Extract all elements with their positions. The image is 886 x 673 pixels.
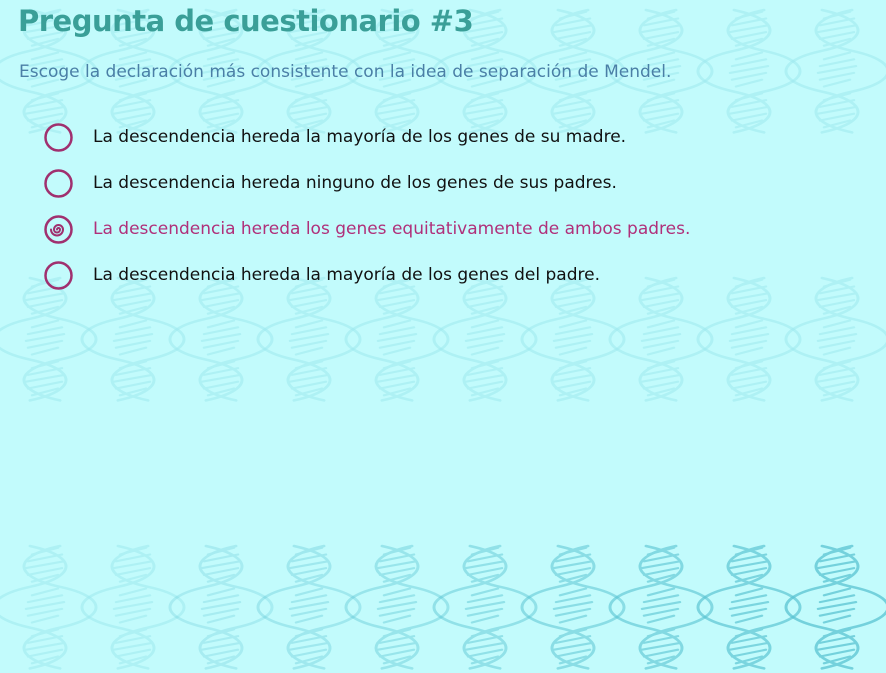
answer-option-label: La descendencia hereda la mayoría de los genes del padre. — [93, 265, 600, 285]
radio-button[interactable] — [44, 169, 73, 198]
answer-option-label: La descendencia hereda los genes equitativamente de ambos padres. — [93, 219, 691, 239]
page-title: Pregunta de cuestionario #3 — [18, 4, 474, 38]
answer-option-4[interactable] — [44, 252, 690, 298]
radio-button[interactable] — [44, 123, 73, 152]
answer-option-3[interactable] — [44, 206, 690, 252]
radio-circle-icon — [44, 169, 73, 198]
answer-option-2[interactable] — [44, 160, 690, 206]
radio-circle-icon — [44, 261, 73, 290]
answer-option-1[interactable] — [44, 114, 690, 160]
radio-button[interactable] — [44, 261, 73, 290]
answer-option-label: La descendencia hereda la mayoría de los genes de su madre. — [93, 127, 627, 147]
question-prompt: Escoge la declaración más consistente con la idea de separación de Mendel. — [19, 62, 672, 82]
radio-button-selected[interactable] — [44, 215, 73, 244]
answer-option-label: La descendencia hereda ninguno de los genes de sus padres. — [93, 173, 617, 193]
radio-circle-icon — [44, 123, 73, 152]
radio-selected-icon — [44, 215, 73, 244]
answer-options — [44, 114, 690, 298]
